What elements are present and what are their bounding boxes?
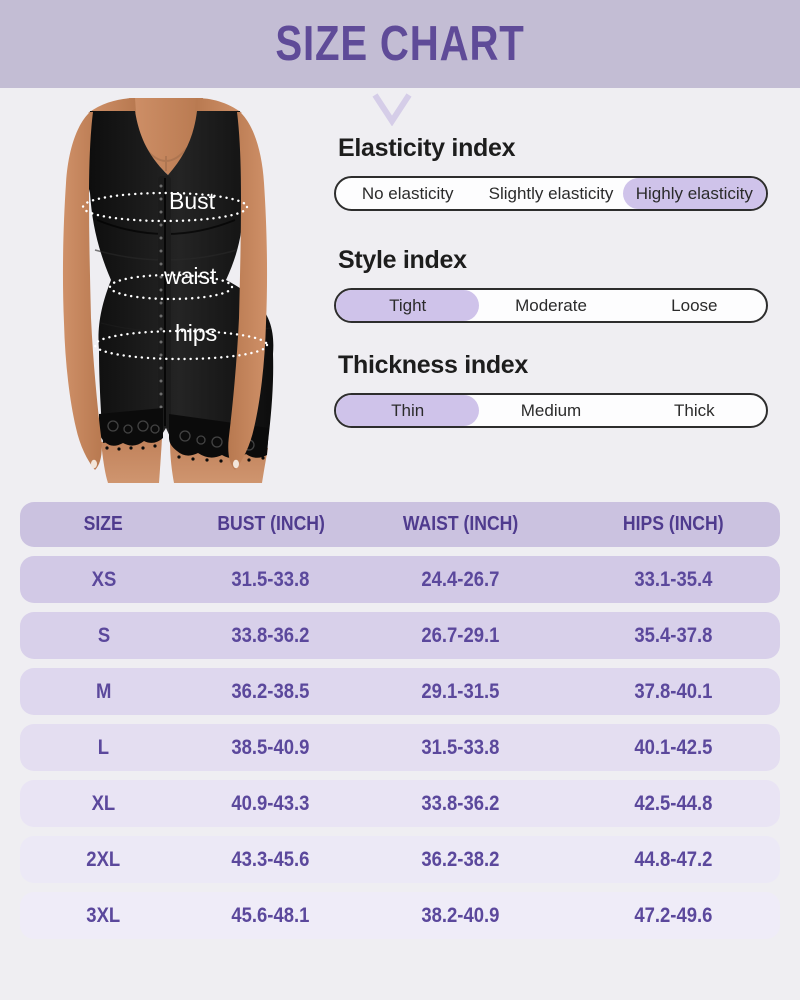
style-segmented-control xyxy=(334,288,768,323)
left-shoulder xyxy=(88,98,136,113)
elasticity-segmented-control xyxy=(334,176,768,211)
option-medium[interactable]: Medium xyxy=(520,400,582,420)
table-row-3xl: 3XL 45.6-48.1 38.2-40.9 47.2-49.6 xyxy=(20,892,780,939)
option-tight[interactable]: Tight xyxy=(336,290,479,321)
header-bust: BUST (INCH) xyxy=(217,513,325,535)
option-thin[interactable]: Thin xyxy=(336,395,479,426)
header-size: SIZE xyxy=(84,513,124,535)
style-index-title: Style index xyxy=(338,246,467,274)
option-slightly-elasticity[interactable]: Slightly elasticity xyxy=(488,183,614,203)
table-header-row xyxy=(20,502,780,547)
elasticity-index-section xyxy=(334,134,768,211)
option-moderate[interactable]: Moderate xyxy=(515,295,587,315)
hips-label: hips xyxy=(175,320,218,346)
style-index-section xyxy=(334,246,768,323)
option-thick[interactable]: Thick xyxy=(674,400,715,420)
model-photo xyxy=(35,98,295,483)
header-hips: HIPS (INCH) xyxy=(623,513,724,535)
model-figure-svg xyxy=(35,98,295,483)
waist-label: waist xyxy=(164,263,217,289)
chevron-down-icon xyxy=(372,92,412,131)
table-row-xl: XL 40.9-43.3 33.8-36.2 42.5-44.8 xyxy=(20,780,780,827)
size-table xyxy=(20,502,780,939)
bust-label: Bust xyxy=(169,188,216,214)
table-body xyxy=(20,556,780,939)
table-row-xs: XS 31.5-33.8 24.4-26.7 33.1-35.4 xyxy=(20,556,780,603)
elasticity-index-title: Elasticity index xyxy=(338,134,516,162)
table-row-2xl: 2XL 43.3-45.6 36.2-38.2 44.8-47.2 xyxy=(20,836,780,883)
option-loose[interactable]: Loose xyxy=(671,295,718,315)
right-shoulder xyxy=(195,98,242,113)
header-waist: WAIST (INCH) xyxy=(403,513,519,535)
page-title: SIZE CHART xyxy=(275,17,525,71)
model-figure xyxy=(63,98,273,483)
table-row-s: S 33.8-36.2 26.7-29.1 35.4-37.8 xyxy=(20,612,780,659)
table-row-m: M 36.2-38.5 29.1-31.5 37.8-40.1 xyxy=(20,668,780,715)
option-no-elasticity[interactable]: No elasticity xyxy=(361,183,454,203)
thickness-index-title: Thickness index xyxy=(338,351,529,379)
banner xyxy=(0,0,800,88)
thickness-segmented-control xyxy=(334,393,768,428)
thickness-index-section xyxy=(334,351,768,428)
option-highly-elasticity[interactable]: Highly elasticity xyxy=(623,178,766,209)
table-row-l: L 38.5-40.9 31.5-33.8 40.1-42.5 xyxy=(20,724,780,771)
